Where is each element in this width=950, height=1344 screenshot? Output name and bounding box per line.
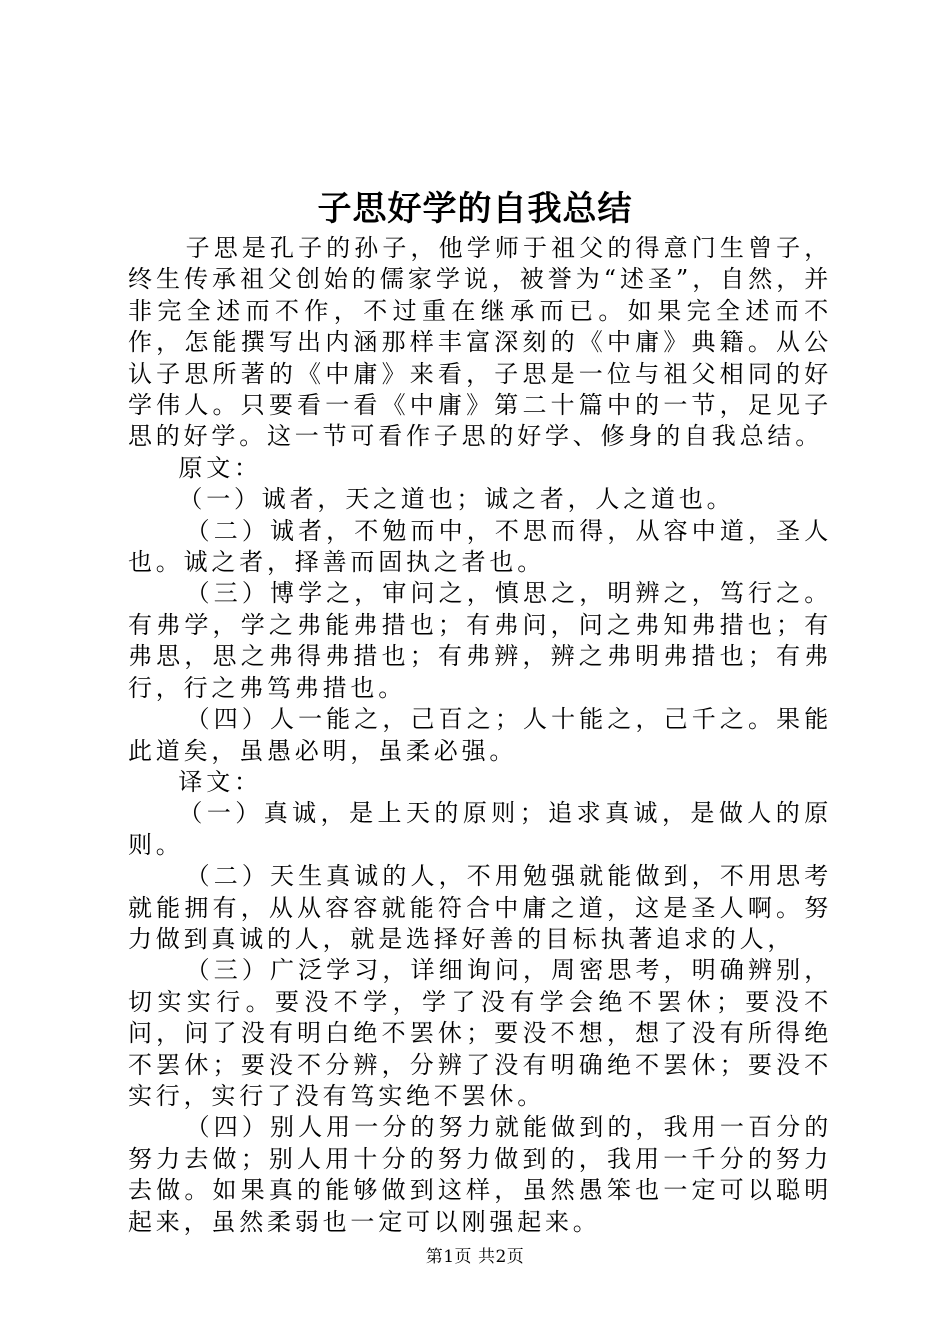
original-item-4: （四）人一能之，己百之；人十能之，己千之。果能此道矣，虽愚必明，虽柔必强。 (128, 705, 832, 765)
translation-item-3: （三）广泛学习，详细询问，周密思考，明确辨别，切实实行。要没不学，学了没有学会绝不罢休；要没不问，问了没有明白绝不罢休；要没不想，想了没有所得绝不罢休；要没不分辨，分辨了没有明确绝不罢休；要没不实行，实行了没有笃实绝不罢休。 (128, 956, 832, 1110)
document-body (128, 233, 832, 1238)
original-item-1: （一）诚者，天之道也；诚之者，人之道也。 (178, 485, 735, 514)
translation-item-1: （一）真诚，是上天的原则；追求真诚，是做人的原则。 (128, 799, 832, 859)
page-number-footer: 第1页 共2页 (425, 1247, 525, 1267)
original-text-label: 原文： (178, 453, 262, 482)
translation-item-4: （四）别人用一分的努力就能做到的，我用一百分的努力去做；别人用十分的努力做到的，我用一千分的努力去做。如果真的能够做到这样，虽然愚笨也一定可以聪明起来，虽然柔弱也一定可以刚强起来。 (128, 1113, 832, 1236)
translation-label: 译文： (178, 767, 262, 796)
document-title: 子思好学的自我总结 (317, 189, 633, 229)
translation-item-2: （二）天生真诚的人，不用勉强就能做到，不用思考就能拥有，从从容容就能符合中庸之道，这是圣人啊。努力做到真诚的人，就是选择好善的目标执著追求的人， (128, 862, 832, 953)
original-item-2: （二）诚者，不勉而中，不思而得，从容中道，圣人也。诚之者，择善而固执之者也。 (128, 516, 832, 577)
intro-paragraph: 子思是孔子的孙子，他学师于祖父的得意门生曾子，终生传承祖父创始的儒家学说，被誉为“述圣”，自然，并非完全述而不作，不过重在继承而已。如果完全述而不作，怎能撰写出内涵那样丰富深刻的《中庸》典籍。从公认子思所著的《中庸》来看，子思是一位与祖父相同的好学伟人。只要看一看《中庸》第二十篇中的一节，足见子思的好学。这一节可看作子思的好学、修身的自我总结。 (128, 234, 832, 451)
original-item-3: （三）博学之，审问之，慎思之，明辨之，笃行之。有弗学，学之弗能弗措也；有弗问，问之弗知弗措也；有弗思，思之弗得弗措也；有弗辨，辨之弗明弗措也；有弗行，行之弗笃弗措也。 (128, 579, 832, 702)
